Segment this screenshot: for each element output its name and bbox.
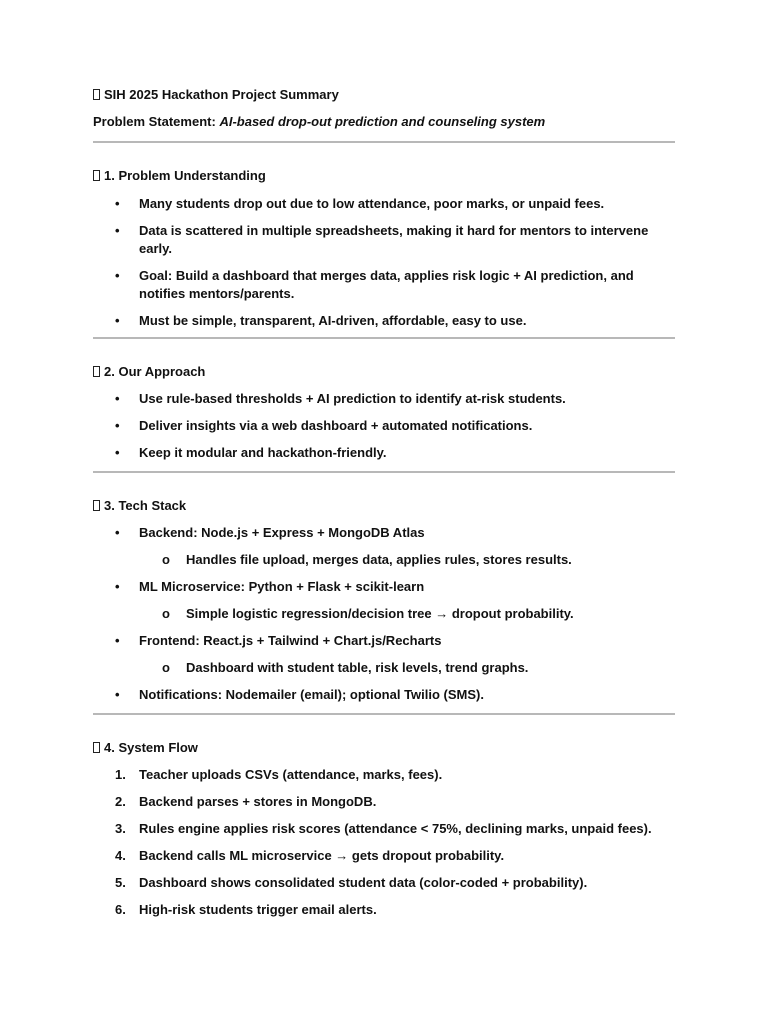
section-heading-our-approach: 2. Our Approach bbox=[93, 362, 675, 382]
numbered-item: 2. Backend parses + stores in MongoDB. bbox=[115, 794, 377, 809]
step-number: 3. bbox=[115, 821, 126, 836]
step-number: 6. bbox=[115, 902, 126, 917]
sub-list-item: o Handles file upload, merges data, applies rules, stores results. bbox=[162, 552, 572, 567]
section-heading-system-flow: 4. System Flow bbox=[93, 738, 675, 758]
divider bbox=[93, 337, 675, 339]
list-item: • Notifications: Nodemailer (email); optional Twilio (SMS). bbox=[115, 687, 484, 702]
section-heading-tech-stack: 3. Tech Stack bbox=[93, 496, 675, 516]
bullet-marker: • bbox=[115, 223, 120, 238]
step-number: 5. bbox=[115, 875, 126, 890]
list-item: • Goal: Build a dashboard that merges data, applies risk logic + AI prediction, and notifies mentors/parents. bbox=[115, 268, 634, 301]
bullet-marker: • bbox=[115, 418, 120, 433]
problem-statement bbox=[93, 112, 675, 132]
bullet-marker: • bbox=[115, 313, 120, 328]
missing-glyph-icon bbox=[93, 170, 100, 181]
bullet-marker: • bbox=[115, 391, 120, 406]
divider bbox=[93, 141, 675, 143]
sub-list-item: o Dashboard with student table, risk levels, trend graphs. bbox=[162, 660, 529, 675]
missing-glyph-icon bbox=[93, 500, 100, 511]
list-item: • Many students drop out due to low attendance, poor marks, or unpaid fees. bbox=[115, 196, 605, 211]
problem-label: Problem Statement: bbox=[93, 114, 216, 129]
problem-text: AI-based drop-out prediction and counseling system bbox=[219, 114, 546, 129]
numbered-item: 6. High-risk students trigger email alerts. bbox=[115, 902, 377, 917]
section-heading-problem-understanding: 1. Problem Understanding bbox=[93, 166, 675, 186]
list-item: • Use rule-based thresholds + AI prediction to identify at-risk students. bbox=[115, 391, 566, 406]
our-approach-list bbox=[93, 390, 675, 462]
step-number: 2. bbox=[115, 794, 126, 809]
step-number: 4. bbox=[115, 848, 126, 863]
missing-glyph-icon bbox=[93, 89, 100, 100]
list-item: • Backend: Node.js + Express + MongoDB Atlas bbox=[115, 525, 425, 540]
sub-bullet-marker: o bbox=[162, 552, 170, 567]
numbered-item: 1. Teacher uploads CSVs (attendance, marks, fees). bbox=[115, 767, 443, 782]
bullet-marker: • bbox=[115, 196, 120, 211]
document-page bbox=[93, 85, 675, 919]
list-item: • Data is scattered in multiple spreadsheets, making it hard for mentors to intervene early. bbox=[115, 223, 649, 256]
numbered-item: 4. Backend calls ML microservice → gets dropout probability. bbox=[115, 848, 505, 863]
divider bbox=[93, 471, 675, 473]
bullet-marker: • bbox=[115, 445, 120, 460]
bullet-marker: • bbox=[115, 268, 120, 283]
system-flow-list bbox=[93, 766, 675, 919]
step-number: 1. bbox=[115, 767, 126, 782]
bullet-marker: • bbox=[115, 579, 120, 594]
bullet-marker: • bbox=[115, 687, 120, 702]
list-item: • Frontend: React.js + Tailwind + Chart.js/Recharts bbox=[115, 633, 442, 648]
sub-bullet-marker: o bbox=[162, 660, 170, 675]
list-item: • Keep it modular and hackathon-friendly. bbox=[115, 445, 387, 460]
list-item: • ML Microservice: Python + Flask + scikit-learn bbox=[115, 579, 425, 594]
numbered-item: 3. Rules engine applies risk scores (attendance < 75%, declining marks, unpaid fees). bbox=[115, 821, 652, 836]
numbered-item: 5. Dashboard shows consolidated student data (color-coded + probability). bbox=[115, 875, 588, 890]
divider bbox=[93, 713, 675, 715]
missing-glyph-icon bbox=[93, 742, 100, 753]
document-title bbox=[93, 85, 675, 105]
title-text: SIH 2025 Hackathon Project Summary bbox=[104, 87, 339, 102]
list-item: • Must be simple, transparent, AI-driven, affordable, easy to use. bbox=[115, 313, 527, 328]
missing-glyph-icon bbox=[93, 366, 100, 377]
list-item: • Deliver insights via a web dashboard + automated notifications. bbox=[115, 418, 533, 433]
problem-understanding-list bbox=[93, 195, 675, 330]
bullet-marker: • bbox=[115, 525, 120, 540]
sub-bullet-marker: o bbox=[162, 606, 170, 621]
bullet-marker: • bbox=[115, 633, 120, 648]
tech-stack-list bbox=[93, 524, 675, 704]
sub-list-item: o Simple logistic regression/decision tree → dropout probability. bbox=[162, 606, 574, 621]
